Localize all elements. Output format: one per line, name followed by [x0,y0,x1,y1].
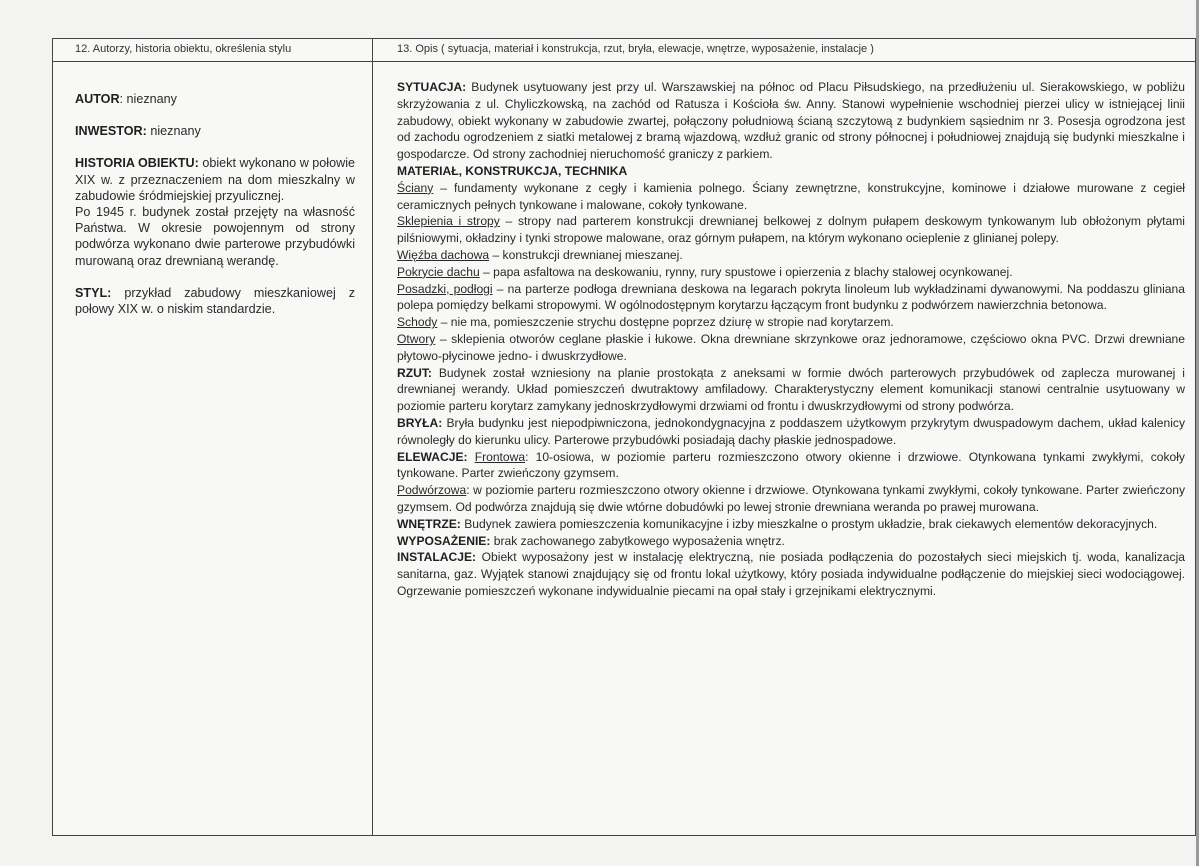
mass-label: BRYŁA: [397,415,443,430]
walls-text: – fundamenty wykonane z cegły i kamienia polnego. Ściany zewnętrzne, konstrukcyjne, kominowe i działowe murowane z cegieł ceramicznych pełnych tynkowane i malowane, cokoły tynkowane. [397,180,1185,212]
history-text-1: obiekt wykonano w połowie XIX w. z przeznaczeniem na dom mieszkalny w zabudowie śródmiejskiej przyulicznej. [75,156,355,203]
elevations-label: ELEWACJE: [397,449,468,464]
column-divider [372,39,373,835]
right-column-body [397,79,1185,600]
stairs-paragraph [397,314,1185,331]
stairs-text: – nie ma, pomieszczenie strychu dostępne poprzez dziurę w stropie nad korytarzem. [437,315,894,330]
history-paragraph [75,155,355,204]
roof-frame-text: – konstrukcji drewnianej mieszanej. [489,247,683,262]
floors-paragraph [397,281,1185,315]
yard-elevation-text: : w poziomie parteru rozmieszczono otwory okienne i drzwiowe. Otynkowana tynkami zwykłymi, cokoły tynkowane. Parter zwieńczony gzymsem. Od podwórza znajdują się dwie wtórne dobudówki po lewej stronie drewniana weranda po prawej murowana. [397,483,1185,514]
walls-paragraph [397,180,1185,214]
ceilings-text: – stropy nad parterem konstrukcji drewnianej belkowej z dolnym pułapem deskowym tynkowanym lub obłożonym płytami pilśniowymi, okładziny i tynki stropowe malowane, oraz górnym pułapem, na którym wykonano ocieplenie z glinianej polepy. [397,214,1185,246]
author-label: AUTOR [75,92,120,106]
installations-paragraph [397,549,1185,599]
situation-paragraph [397,79,1185,163]
left-column-body [75,91,355,333]
roof-cover-paragraph [397,264,1185,281]
plan-label: RZUT: [397,365,432,380]
header-divider [53,61,1195,62]
roof-cover-label: Pokrycie dachu [397,264,480,279]
openings-paragraph [397,331,1185,365]
style-label: STYL: [75,285,112,300]
equipment-label: WYPOSAŻENIE: [397,533,491,548]
author-paragraph [75,91,355,107]
style-text: przykład zabudowy mieszkaniowej z połowy XIX w. o niskim standardzie. [75,285,355,317]
interior-text: Budynek zawiera pomieszczenia komunikacyjne i izby mieszkalne o prostym układzie, brak ciekawych elementów dekoracyjnych. [460,516,1158,531]
right-column-header: 13. Opis ( sytuacja, materiał i konstrukcja, rzut, bryła, elewacje, wnętrze, wyposażenie, instalacje ) [397,43,874,55]
roof-cover-text: – papa asfaltowa na deskowaniu, rynny, rury spustowe i opierzenia z blachy stalowej ocynkowanej. [479,264,1013,279]
mass-text: Bryła budynku jest niepodpiwniczona, jednokondygnacyjna z poddaszem użytkowym przykrytym dwuspadowym dachem, układ kalenicy równoległy do kierunku ulicy. Parterowe przybudówki posiadają dachy płaskie jednospadowe. [397,415,1185,447]
form-table [52,38,1196,836]
stairs-label: Schody [397,315,438,330]
openings-label: Otwory [397,331,436,346]
investor-label: INWESTOR: [75,124,147,139]
equipment-text: brak zachowanego zabytkowego wyposażenia wnętrz. [490,533,785,548]
installations-label: INSTALACJE: [397,550,477,565]
investor-value: nieznany [146,124,201,139]
plan-text: Budynek został wzniesiony na planie prostokąta z aneksami w formie dwóch parterowych przybudówek od zaplecza murowanej i drewnianej werandy. Układ pomieszczeń dwutraktowy amfiladowy. Charakterystyczny element komunikacji stanowi centralnie usytuowany w poziomie parteru korytarz zamykany jednoskrzydłowymi drzwiami od frontu i dwuskrzydłowymi od strony podwórza. [397,365,1185,414]
interior-label: WNĘTRZE: [397,516,461,531]
front-elevation-text: : 10-osiowa, w poziomie parteru rozmieszczono otwory okienne i drzwiowe. Otynkowana tynkami zwykłymi, cokoły tynkowane. Parter zwieńczony gzymsem. [397,449,1185,481]
yard-elevation-paragraph [397,482,1185,516]
history-paragraph-2 [75,204,355,269]
front-elevation-label: Frontowa [474,449,526,464]
plan-paragraph [397,365,1185,415]
author-value: : nieznany [119,92,177,106]
interior-paragraph [397,516,1185,533]
floors-text: – na parterze podłoga drewniana deskowa na legarach pokryta linoleum lub wykładzinami dywanowymi. Na poddaszu gliniana polepa pomiędzy belkami stropowymi. W ogólnodostępnym korytarzu łączącym front budynku z podwórzem nawierzchnia betonowa. [397,281,1185,313]
yard-elevation-label: Podwórzowa [397,483,467,498]
investor-paragraph [75,123,355,139]
left-column-header: 12. Autorzy, historia obiektu, określenia stylu [75,43,292,55]
mass-paragraph [397,415,1185,449]
situation-label: SYTUACJA: [397,80,467,94]
openings-text: – sklepienia otworów ceglane płaskie i łukowe. Okna drewniane skrzynkowe oraz jednoramowe, częściowo okna PVC. Drzwi drewniane płytowo-płycinowe jedno- i dwuskrzydłowe. [397,331,1185,363]
history-label: HISTORIA OBIEKTU: [75,156,199,171]
roof-frame-label: Więźba dachowa [397,247,490,262]
walls-label: Ściany [397,180,434,195]
installations-text: Obiekt wyposażony jest w instalację elektryczną, nie posiada podłączenia do pozostałych sieci miejskich tj. woda, kanalizacja sanitarna, gaz. Wyjątek stanowi znajdujący się od frontu lokal użytkowy, który posiada indywidualne podłączenie do miejskiej sieci wodociągowej. Ogrzewanie pomieszczeń wykonane indywidualnie piecami na opał stały i grzejnikami elektrycznymi. [397,550,1185,598]
ceilings-paragraph [397,213,1185,247]
ceilings-label: Sklepienia i stropy [397,214,500,229]
equipment-paragraph [397,533,1185,550]
situation-text: Budynek usytuowany jest przy ul. Warszawskiej na północ od Placu Piłsudskiego, na przedłużeniu ul. Sierakowskiego, w pobliżu skrzyżowania z ul. Chyliczkowską, na zachód od Ratusza i Kościoła św. Anny. Stanowi wypełnienie wschodniej pierzei ulicy w istniejącej linii zabudowy, obiekt wykonany w zabudowie zwartej, połączony południową ścianą szczytową z budynkiem sąsiednim nr 3. Posesja ogrodzona jest od zachodu ogrodzeniem z siatki metalowej z bramą wjazdową, wzdłuż granic od strony północnej i południowej znajdują się budynki mieszkalne i gospodarcze. Od strony zachodniej nieruchomość graniczy z parkiem. [397,80,1185,162]
roof-frame-paragraph [397,247,1185,264]
front-elevation-paragraph [397,449,1185,483]
material-heading-text: MATERIAŁ, KONSTRUKCJA, TECHNIKA [397,163,628,178]
material-heading [397,163,1185,180]
style-paragraph [75,285,355,317]
floors-label: Posadzki, podłogi [397,281,493,296]
history-text-2: Po 1945 r. budynek został przejęty na własność Państwa. W okresie powojennym od strony podwórza wykonano dwie parterowe przybudówki murowaną oraz drewnianą werandę. [75,205,355,268]
